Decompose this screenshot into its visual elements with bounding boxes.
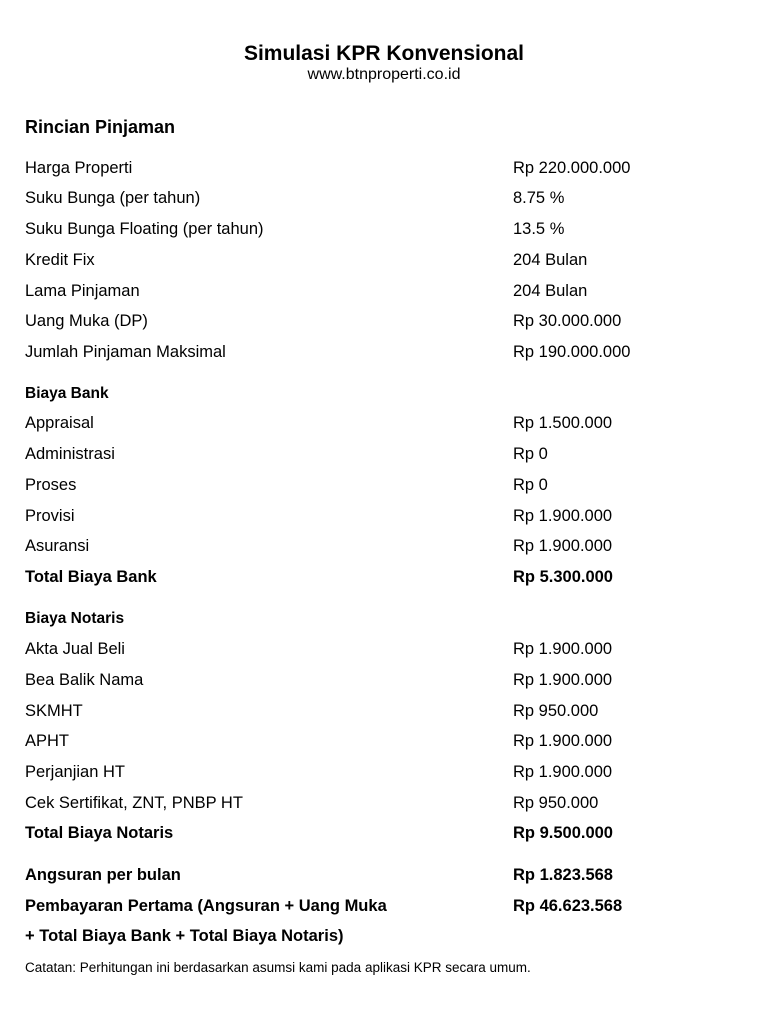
first-payment-row	[25, 895, 745, 917]
first-payment-label-line2: + Total Biaya Bank + Total Biaya Notaris)	[25, 927, 344, 945]
loan-row-interest-rate	[25, 187, 745, 209]
bank-fee-row-provision	[25, 505, 745, 527]
row-label: Proses	[25, 476, 77, 494]
loan-row-max-loan	[25, 341, 745, 363]
total-label: Total Biaya Bank	[25, 568, 157, 586]
monthly-installment-label: Angsuran per bulan	[25, 866, 181, 884]
notary-fee-row-ht-agreement	[25, 761, 745, 783]
monthly-installment-row	[25, 864, 745, 886]
row-value: Rp 1.500.000	[513, 414, 613, 432]
row-label: Suku Bunga (per tahun)	[25, 189, 201, 207]
row-value: 13.5 %	[513, 220, 565, 238]
row-value: Rp 30.000.000	[513, 312, 622, 330]
notary-fee-total-row	[25, 822, 745, 844]
bank-fee-row-process	[25, 474, 745, 496]
loan-row-floating-rate	[25, 218, 745, 240]
row-label: Asuransi	[25, 537, 90, 555]
row-value: Rp 220.000.000	[513, 159, 631, 177]
row-label: Lama Pinjaman	[25, 282, 140, 300]
loan-row-loan-term	[25, 280, 745, 302]
loan-row-fixed-credit	[25, 249, 745, 271]
row-value: Rp 0	[513, 476, 548, 494]
row-label: Suku Bunga Floating (per tahun)	[25, 220, 264, 238]
total-value: Rp 9.500.000	[513, 824, 613, 842]
row-label: Administrasi	[25, 445, 115, 463]
notary-fee-row-sale-deed	[25, 638, 745, 660]
row-value: Rp 1.900.000	[513, 732, 613, 750]
row-value: 8.75 %	[513, 189, 565, 207]
row-value: Rp 1.900.000	[513, 671, 613, 689]
total-label: Total Biaya Notaris	[25, 824, 174, 842]
notary-fee-row-apht	[25, 730, 745, 752]
row-label: Akta Jual Beli	[25, 640, 125, 658]
first-payment-label-line1: Pembayaran Pertama (Angsuran + Uang Muka	[25, 897, 387, 915]
row-label: Perjanjian HT	[25, 763, 125, 781]
row-label: SKMHT	[25, 702, 83, 720]
row-value: Rp 190.000.000	[513, 343, 631, 361]
loan-row-down-payment	[25, 310, 745, 332]
site-url: www.btnproperti.co.id	[307, 66, 461, 83]
bank-fee-row-administration	[25, 443, 745, 465]
notary-fees-heading: Biaya Notaris	[25, 610, 125, 627]
page-title: Simulasi KPR Konvensional	[243, 42, 525, 65]
loan-details-heading: Rincian Pinjaman	[25, 117, 176, 137]
first-payment-value: Rp 46.623.568	[513, 897, 623, 915]
row-label: Harga Properti	[25, 159, 133, 177]
row-label: Jumlah Pinjaman Maksimal	[25, 343, 226, 361]
row-label: Bea Balik Nama	[25, 671, 144, 689]
row-value: Rp 1.900.000	[513, 507, 613, 525]
row-label: Cek Sertifikat, ZNT, PNBP HT	[25, 794, 243, 812]
row-value: Rp 1.900.000	[513, 537, 613, 555]
notary-fee-row-transfer-fee	[25, 669, 745, 691]
notary-fee-row-skmht	[25, 700, 745, 722]
notary-fee-row-certificate-check	[25, 792, 745, 814]
row-label: Provisi	[25, 507, 75, 525]
bank-fee-total-row	[25, 566, 745, 588]
row-value: 204 Bulan	[513, 251, 588, 269]
bank-fee-row-insurance	[25, 535, 745, 557]
footnote: Catatan: Perhitungan ini berdasarkan asumsi kami pada aplikasi KPR secara umum.	[25, 960, 531, 975]
row-value: Rp 950.000	[513, 702, 599, 720]
monthly-installment-value: Rp 1.823.568	[513, 866, 613, 884]
loan-row-property-price	[25, 157, 745, 179]
row-value: Rp 950.000	[513, 794, 599, 812]
row-value: Rp 1.900.000	[513, 763, 613, 781]
row-label: Uang Muka (DP)	[25, 312, 148, 330]
row-label: Appraisal	[25, 414, 94, 432]
total-value: Rp 5.300.000	[513, 568, 613, 586]
row-value: 204 Bulan	[513, 282, 588, 300]
bank-fee-row-appraisal	[25, 412, 745, 434]
row-label: Kredit Fix	[25, 251, 95, 269]
row-value: Rp 0	[513, 445, 548, 463]
row-label: APHT	[25, 732, 70, 750]
bank-fees-heading: Biaya Bank	[25, 385, 109, 402]
row-value: Rp 1.900.000	[513, 640, 613, 658]
